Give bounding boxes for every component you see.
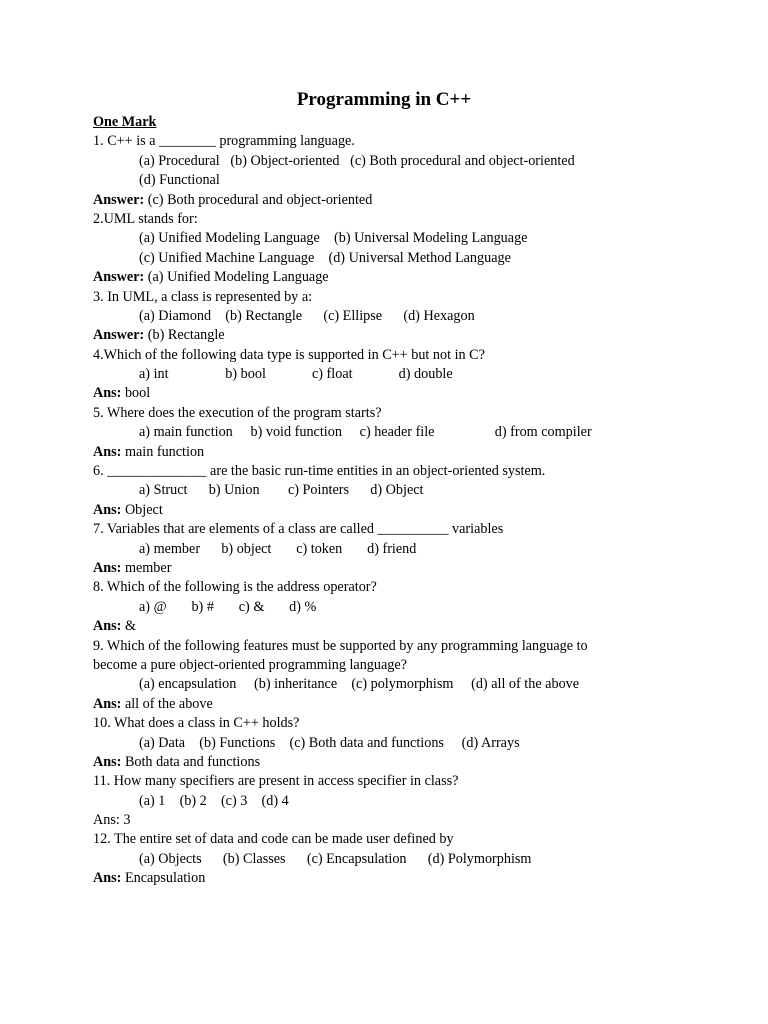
answer-text: Ans: 3 (93, 812, 131, 829)
answer-label: Answer: (93, 327, 145, 344)
answer-line (93, 268, 673, 287)
answer-options: (a) Diamond (b) Rectangle (c) Ellipse (d) Hexagon (139, 307, 475, 324)
answer-label: Ans: (93, 443, 122, 460)
question-text: 1. C++ is a ________ programming language. (93, 133, 355, 150)
answer-label: Answer: (93, 191, 145, 208)
answer-options: (a) Procedural (b) Object-oriented (c) Both procedural and object-oriented (139, 152, 575, 169)
answer-options: (a) Objects (b) Classes (c) Encapsulation (d) Polymorphism (139, 850, 532, 867)
answer-options: a) member b) object c) token d) friend (139, 540, 417, 557)
answer-text: & (121, 618, 136, 635)
answer-options: (a) 1 (b) 2 (c) 3 (d) 4 (139, 792, 289, 809)
question-block (93, 520, 673, 578)
question-text: 12. The entire set of data and code can be made user defined by (93, 831, 454, 848)
question-text: 8. Which of the following is the address operator? (93, 579, 377, 596)
section-heading: One Mark (93, 114, 157, 130)
question-text: 3. In UML, a class is represented by a: (93, 288, 313, 305)
answer-text: (c) Both procedural and object-oriented (144, 191, 373, 208)
answer-label: Ans: (93, 501, 122, 518)
question-text: 6. ______________ are the basic run-time entities in an object-oriented system. (93, 463, 546, 480)
page-title: Programming in C++ (296, 89, 472, 110)
answer-line (93, 501, 673, 520)
answer-text: all of the above (121, 695, 213, 712)
question-text: 4.Which of the following data type is supported in C++ but not in C? (93, 346, 485, 363)
answer-line (93, 811, 673, 830)
answer-label: Ans: (93, 695, 122, 712)
answer-options: (a) Data (b) Functions (c) Both data and functions (d) Arrays (139, 734, 520, 751)
question-block (93, 132, 673, 210)
answer-line (93, 191, 673, 210)
answer-options: a) int b) bool c) float d) double (139, 366, 453, 383)
answer-text: (a) Unified Modeling Language (144, 269, 329, 286)
question-text: 9. Which of the following features must be supported by any programming language to (93, 637, 588, 654)
answer-label: Ans: (93, 559, 122, 576)
answer-options: (d) Functional (139, 172, 220, 189)
question-block (93, 637, 673, 715)
question-block (93, 346, 673, 404)
question-text: 2.UML stands for: (93, 210, 198, 227)
answer-text: main function (121, 443, 205, 460)
answer-options: a) @ b) # c) & d) % (139, 598, 317, 615)
answer-line (93, 869, 673, 888)
answer-options: a) main function b) void function c) header file d) from compiler (139, 424, 592, 441)
answer-options: (a) Unified Modeling Language (b) Universal Modeling Language (139, 230, 528, 247)
question-text: become a pure object-oriented programming language? (93, 656, 407, 673)
answer-label: Ans: (93, 870, 122, 887)
question-block (93, 210, 673, 288)
answer-options: a) Struct b) Union c) Pointers d) Object (139, 482, 424, 499)
question-block (93, 830, 673, 888)
question-list (93, 132, 673, 888)
answer-text: member (121, 559, 172, 576)
question-text: 11. How many specifiers are present in access specifier in class? (93, 773, 459, 790)
answer-options: (c) Unified Machine Language (d) Universal Method Language (139, 249, 511, 266)
answer-line (93, 617, 673, 636)
answer-line (93, 326, 673, 345)
answer-text: Encapsulation (121, 870, 206, 887)
answer-line (93, 443, 673, 462)
question-block (93, 714, 673, 772)
answer-label: Answer: (93, 269, 145, 286)
answer-label: Ans: (93, 753, 122, 770)
question-block (93, 404, 673, 462)
answer-label: Ans: (93, 618, 122, 635)
answer-label: Ans: (93, 385, 122, 402)
answer-text: Object (121, 501, 163, 518)
answer-text: bool (121, 385, 151, 402)
answer-line (93, 695, 673, 714)
question-block (93, 578, 673, 636)
question-block (93, 772, 673, 830)
answer-line (93, 753, 673, 772)
question-block (93, 288, 673, 346)
question-text: 7. Variables that are elements of a class are called __________ variables (93, 521, 504, 538)
question-text: 5. Where does the execution of the program starts? (93, 404, 382, 421)
answer-options: (a) encapsulation (b) inheritance (c) polymorphism (d) all of the above (139, 676, 580, 693)
answer-line (93, 384, 673, 403)
question-text: 10. What does a class in C++ holds? (93, 715, 300, 732)
answer-text: Both data and functions (121, 753, 261, 770)
answer-text: (b) Rectangle (144, 327, 225, 344)
question-block (93, 462, 673, 520)
answer-line (93, 559, 673, 578)
document-page (93, 88, 673, 889)
